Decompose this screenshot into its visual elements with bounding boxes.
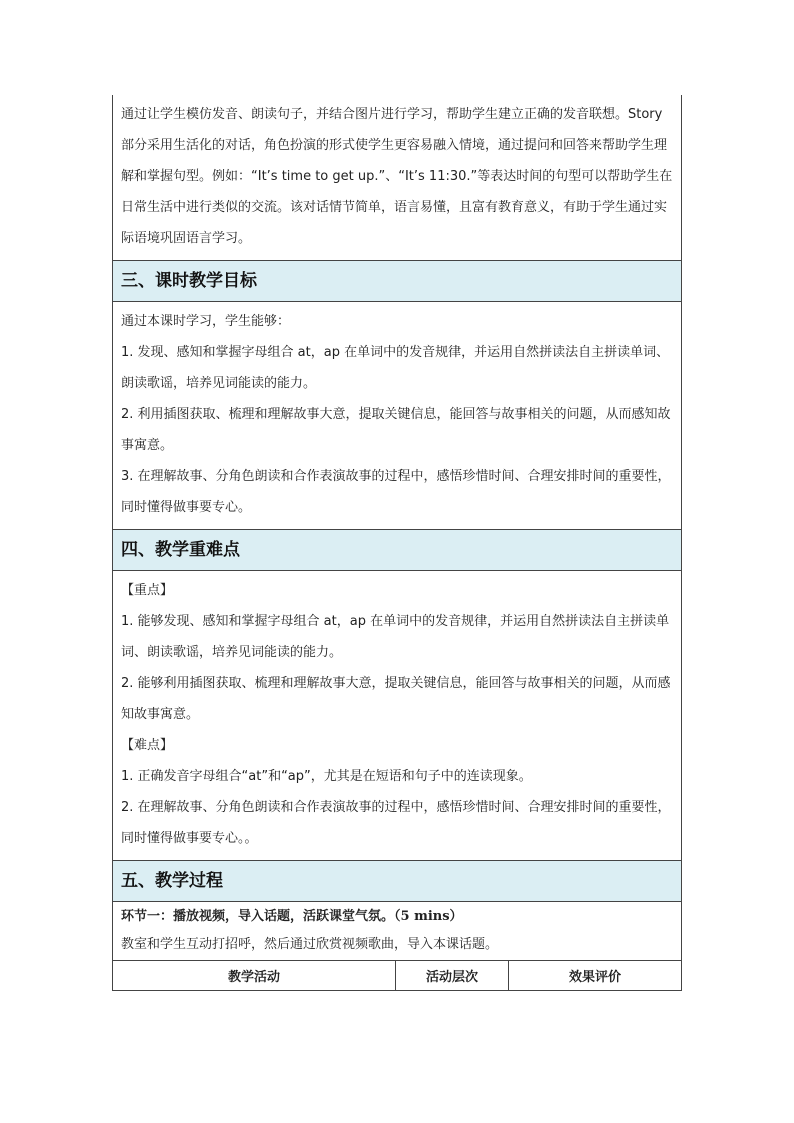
objective-item: 2. 利用插图获取、梳理和理解故事大意，提取关键信息，能回答与故事相关的问题，从而感知故事寓意。 bbox=[121, 407, 671, 453]
objectives-cell bbox=[113, 302, 681, 530]
objectives-intro: 通过本课时学习，学生能够： bbox=[121, 314, 291, 329]
key-points-cell bbox=[113, 571, 681, 861]
lesson-plan-table bbox=[112, 95, 682, 991]
analysis-paragraph: 通过让学生模仿发音、朗读句子，并结合图片进行学习，帮助学生建立正确的发音联想。Story部分采用生活化的对话，角色扮演的形式使学生更容易融入情境，通过提问和回答来帮助学生理解和掌握句型。例如：“It’s time to get up.”、“It’s 11:30.”等表达时间的句型可以帮助学生在日常生活中进行类似的交流。该对话情节简单，语言易懂，且富有教育意义，有助于学生通过实际语境巩固语言学习。 bbox=[121, 107, 673, 246]
header-teaching-activity: 教学活动 bbox=[113, 961, 396, 991]
difficult-label: 【难点】 bbox=[121, 738, 174, 753]
header-activity-level: 活动层次 bbox=[396, 961, 509, 991]
section-header-key-points: 四、教学重难点 bbox=[113, 530, 681, 571]
objective-item: 1. 发现、感知和掌握字母组合 at，ap 在单词中的发音规律，并运用自然拼读法自主拼读单词、朗读歌谣，培养见词能读的能力。 bbox=[121, 345, 670, 391]
section-header-objectives: 三、课时教学目标 bbox=[113, 261, 681, 302]
difficult-item: 2. 在理解故事、分角色朗读和合作表演故事的过程中，感悟珍惜时间、合理安排时间的重要性，同时懂得做事要专心。。 bbox=[121, 800, 671, 846]
key-item: 2. 能够利用插图获取、梳理和理解故事大意，提取关键信息，能回答与故事相关的问题，从而感知故事寓意。 bbox=[121, 676, 671, 722]
activity-table-header bbox=[113, 961, 681, 991]
teaching-analysis-cell bbox=[113, 95, 681, 261]
step1-title: 环节一：播放视频，导入话题，活跃课堂气氛。（5 mins） bbox=[121, 909, 463, 924]
difficult-item: 1. 正确发音字母组合“at”和“ap”，尤其是在短语和句子中的连读现象。 bbox=[121, 769, 532, 784]
process-step1-cell bbox=[113, 902, 681, 961]
header-effect-evaluation: 效果评价 bbox=[509, 961, 681, 991]
objective-item: 3. 在理解故事、分角色朗读和合作表演故事的过程中，感悟珍惜时间、合理安排时间的重要性，同时懂得做事要专心。 bbox=[121, 469, 671, 515]
step1-description: 教室和学生互动打招呼，然后通过欣赏视频歌曲，导入本课话题。 bbox=[121, 937, 499, 952]
key-item: 1. 能够发现、感知和掌握字母组合 at，ap 在单词中的发音规律，并运用自然拼读法自主拼读单词、朗读歌谣，培养见词能读的能力。 bbox=[121, 614, 670, 660]
section-header-process: 五、教学过程 bbox=[113, 861, 681, 902]
key-label: 【重点】 bbox=[121, 583, 174, 598]
